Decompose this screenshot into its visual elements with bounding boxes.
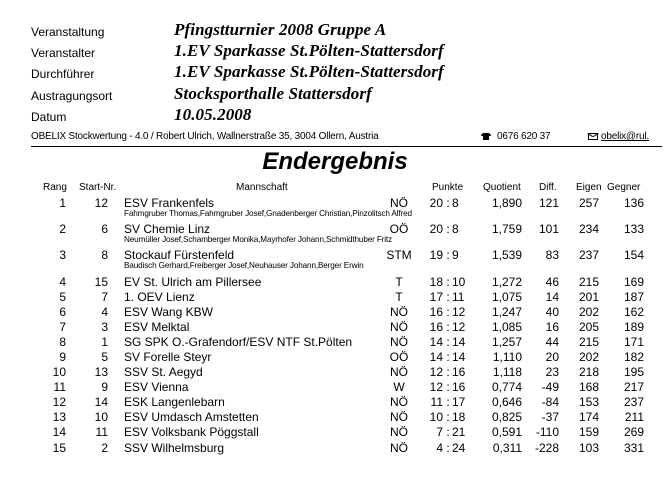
col-mannschaft: Mannschaft [236,182,288,193]
region-cell: NÖ [390,335,408,349]
quotient-cell: 0,646 [491,395,522,409]
quotient-cell: 1,257 [491,335,522,349]
rang-cell: 4 [59,275,66,289]
team-name: ESV Frankenfels [124,196,215,210]
points-won: 10 [429,410,443,424]
region-cell: NÖ [390,410,408,424]
team-name: ESV Vienna [124,380,189,394]
points-lost: 8 [452,196,459,210]
rang-cell: 12 [52,395,66,409]
points-separator: : [446,425,450,439]
quotient-cell: 1,247 [491,305,522,319]
rang-cell: 3 [59,248,66,262]
phone-contact [481,131,550,142]
points-separator: : [446,248,450,262]
team-name: SSV St. Aegyd [124,365,203,379]
eigen-cell: 202 [578,350,599,364]
quotient-cell: 0,825 [491,410,522,424]
rang-cell: 2 [59,222,66,236]
rang-cell: 6 [59,305,66,319]
software-info: OBELIX Stockwertung - 4.0 / Robert Ulrich, Wallnerstraße 35, 3004 Ollern, Austria [31,131,379,142]
team-members: Neumüller Josef,Schamberger Monika,Mayrhofer Johann,Schmidthuber Fritz [124,235,392,244]
startnr-cell: 1 [101,335,108,349]
points-won: 18 [429,275,443,289]
diff-cell: 83 [545,248,559,262]
diff-cell: -49 [541,380,559,394]
gegner-cell: 237 [623,395,644,409]
points-won: 17 [429,290,443,304]
region-cell: NÖ [390,365,408,379]
rang-cell: 13 [52,410,66,424]
col-gegner: Gegner [607,182,641,193]
gegner-cell: 154 [623,248,644,262]
eigen-cell: 153 [578,395,599,409]
phone-number: 0676 620 37 [497,131,551,142]
gegner-cell: 136 [623,196,644,210]
eigen-cell: 202 [578,305,599,319]
team-name: SV Chemie Linz [124,222,211,236]
points-lost: 10 [452,275,466,289]
points-separator: : [446,350,450,364]
eigen-cell: 257 [578,196,599,210]
region-cell: W [393,380,405,394]
points-won: 20 [429,222,443,236]
startnr-cell: 14 [94,395,108,409]
field-value-veranstalter: 1.EV Sparkasse St.Pölten-Stattersdorf [174,41,444,60]
rang-cell: 7 [59,320,66,334]
quotient-cell: 1,075 [491,290,522,304]
points-separator: : [446,335,450,349]
team-name: Stockauf Fürstenfeld [124,248,235,262]
diff-cell: 16 [545,320,559,334]
points-won: 4 [436,441,443,455]
region-cell: NÖ [390,395,408,409]
points-separator: : [446,380,450,394]
points-lost: 16 [452,380,466,394]
diff-cell: -228 [534,441,559,455]
mail-icon [588,133,598,140]
quotient-cell: 1,085 [491,320,522,334]
startnr-cell: 8 [101,248,108,262]
field-label-datum: Datum [31,110,67,124]
gegner-cell: 189 [623,320,644,334]
points-lost: 21 [452,425,466,439]
points-won: 16 [429,320,443,334]
region-cell: T [395,275,403,289]
eigen-cell: 234 [578,222,599,236]
points-lost: 11 [452,290,465,304]
quotient-cell: 1,272 [491,275,522,289]
diff-cell: 20 [545,350,559,364]
startnr-cell: 15 [94,275,108,289]
phone-icon [481,133,491,140]
diff-cell: 121 [538,196,559,210]
diff-cell: -110 [535,425,559,439]
points-lost: 17 [452,395,466,409]
region-cell: STM [386,248,412,262]
startnr-cell: 11 [95,425,108,439]
region-cell: NÖ [390,305,408,319]
col-quotient: Quotient [483,182,521,193]
team-members: Baudisch Gerhard,Freiberger Josef,Neuhauser Johann,Berger Erwin [124,261,364,270]
team-name: SV Forelle Steyr [124,350,212,364]
team-name: ESV Wang KBW [124,305,213,319]
quotient-cell: 0,311 [492,441,522,455]
points-lost: 8 [452,222,459,236]
field-label-austragungsort: Austragungsort [31,89,113,103]
col-startnr: Start-Nr. [79,182,117,193]
startnr-cell: 12 [94,196,108,210]
gegner-cell: 133 [623,222,644,236]
points-lost: 12 [452,305,466,319]
gegner-cell: 211 [624,410,644,424]
points-separator: : [446,320,450,334]
diff-cell: 14 [545,290,559,304]
region-cell: OÖ [389,222,409,236]
eigen-cell: 215 [578,275,599,289]
team-name: ESV Umdasch Amstetten [124,410,259,424]
col-eigen: Eigen [576,182,602,193]
startnr-cell: 5 [101,350,108,364]
col-diff: Diff. [539,182,557,193]
points-won: 14 [429,350,443,364]
page-title: Endergebnis [262,148,408,175]
diff-cell: -84 [541,395,559,409]
rang-cell: 14 [52,425,66,439]
team-members: Fahmgruber Thomas,Fahmgruber Josef,Gnadenberger Christian,Pinzolitsch Alfred [124,209,412,218]
team-name: ESV Volksbank Pöggstall [124,425,259,439]
eigen-cell: 168 [578,380,599,394]
startnr-cell: 3 [101,320,108,334]
points-separator: : [446,290,450,304]
startnr-cell: 4 [101,305,108,319]
eigen-cell: 215 [578,335,599,349]
points-separator: : [446,395,450,409]
gegner-cell: 217 [623,380,644,394]
diff-cell: -37 [541,410,559,424]
email-contact[interactable] [588,131,649,142]
eigen-cell: 201 [578,290,599,304]
points-won: 16 [429,305,443,319]
team-name: 1. OEV Lienz [124,290,195,304]
quotient-cell: 1,759 [491,222,522,236]
rang-cell: 9 [59,350,66,364]
points-separator: : [446,305,450,319]
eigen-cell: 103 [578,441,599,455]
points-lost: 14 [452,350,466,364]
diff-cell: 40 [545,305,559,319]
diff-cell: 23 [545,365,559,379]
quotient-cell: 1,110 [492,350,522,364]
points-won: 14 [429,335,443,349]
eigen-cell: 237 [578,248,599,262]
eigen-cell: 159 [578,425,599,439]
field-label-veranstalter: Veranstalter [31,46,96,60]
startnr-cell: 9 [101,380,108,394]
points-separator: : [446,222,450,236]
rang-cell: 8 [59,335,66,349]
startnr-cell: 7 [101,290,108,304]
eigen-cell: 174 [578,410,599,424]
rang-cell: 1 [59,196,66,210]
quotient-cell: 0,774 [491,380,522,394]
points-won: 12 [429,380,443,394]
points-won: 7 [436,425,443,439]
points-separator: : [446,196,450,210]
points-won: 12 [429,365,443,379]
field-value-austragungsort: Stocksporthalle Stattersdorf [174,84,372,103]
field-value-durchfuehrer: 1.EV Sparkasse St.Pölten-Stattersdorf [174,62,444,81]
region-cell: T [395,290,403,304]
team-name: ESV Melktal [124,320,190,334]
points-lost: 16 [452,365,466,379]
region-cell: NÖ [390,320,408,334]
points-lost: 12 [452,320,466,334]
eigen-cell: 218 [578,365,599,379]
gegner-cell: 187 [623,290,644,304]
region-cell: OÖ [389,350,409,364]
team-name: SSV Wilhelmsburg [124,441,225,455]
diff-cell: 44 [545,335,559,349]
quotient-cell: 1,539 [491,248,522,262]
points-separator: : [446,441,450,455]
gegner-cell: 269 [623,425,644,439]
gegner-cell: 182 [623,350,644,364]
startnr-cell: 2 [101,441,108,455]
divider [31,146,662,147]
field-value-datum: 10.05.2008 [174,105,252,124]
gegner-cell: 331 [623,441,644,455]
team-name: SG SPK O.-Grafendorf/ESV NTF St.Pölten [124,335,353,349]
gegner-cell: 171 [623,335,644,349]
rang-cell: 15 [52,441,66,455]
quotient-cell: 1,890 [491,196,522,210]
region-cell: NÖ [390,441,408,455]
email-link[interactable]: obelix@rul. [601,131,649,142]
region-cell: NÖ [390,196,408,210]
rang-cell: 11 [53,380,66,394]
region-cell: NÖ [390,425,408,439]
field-label-durchfuehrer: Durchführer [31,67,95,81]
points-lost: 24 [452,441,466,455]
startnr-cell: 6 [101,222,108,236]
diff-cell: 46 [545,275,559,289]
points-lost: 14 [452,335,466,349]
points-separator: : [446,410,450,424]
rang-cell: 5 [59,290,66,304]
quotient-cell: 0,591 [491,425,522,439]
gegner-cell: 169 [623,275,644,289]
rang-cell: 10 [52,365,66,379]
diff-cell: 101 [538,222,559,236]
col-rang: Rang [43,182,67,193]
points-separator: : [446,365,450,379]
quotient-cell: 1,118 [492,365,522,379]
startnr-cell: 13 [94,365,108,379]
col-punkte: Punkte [432,182,464,193]
field-value-veranstaltung: Pfingstturnier 2008 Gruppe A [174,20,387,39]
points-won: 20 [429,196,443,210]
field-label-veranstaltung: Veranstaltung [31,25,105,39]
team-name: EV St. Ulrich am Pillersee [124,275,262,289]
points-won: 11 [430,395,443,409]
points-lost: 9 [452,248,459,262]
eigen-cell: 205 [578,320,599,334]
startnr-cell: 10 [94,410,108,424]
points-separator: : [446,275,450,289]
points-won: 19 [429,248,443,262]
team-name: ESK Langenlebarn [124,395,225,409]
gegner-cell: 162 [623,305,644,319]
gegner-cell: 195 [623,365,644,379]
points-lost: 18 [452,410,466,424]
